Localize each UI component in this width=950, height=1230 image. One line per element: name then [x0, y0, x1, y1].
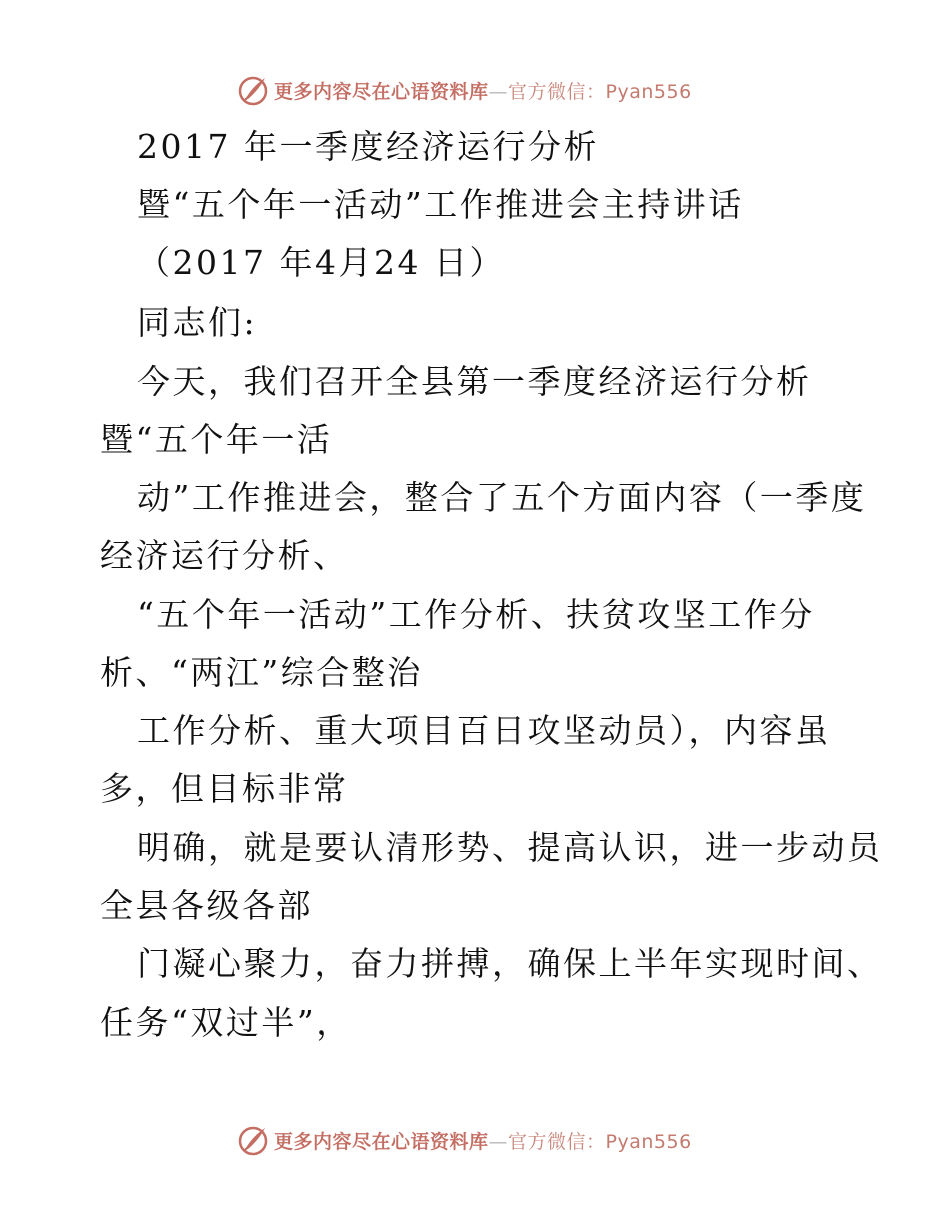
header-watermark	[236, 72, 692, 108]
body-line: 全县各级各部	[100, 886, 313, 925]
date-line: （2017 年4月24 日）	[137, 243, 505, 282]
body-line: “五个年一活动”工作分析、扶贫攻坚工作分	[137, 595, 815, 634]
body-line: 工作分析、重大项目百日攻坚动员），内容虽	[137, 711, 831, 750]
watermark-wechat-id: Pyan556	[605, 80, 692, 103]
body-line: 明确，就是要认清形势、提高认识，进一步动员	[137, 828, 883, 867]
quill-pen-logo-icon	[236, 1123, 270, 1157]
title-line-2: 暨“五个年一活动”工作推进会主持讲话	[137, 185, 744, 224]
body-line: 经济运行分析、	[100, 536, 349, 575]
body-line: 多，但目标非常	[100, 769, 349, 808]
title-line-1: 2017 年一季度经济运行分析	[137, 127, 599, 166]
watermark-wechat-id: Pyan556	[605, 1130, 692, 1153]
footer-watermark	[236, 1122, 692, 1158]
watermark-wechat-label: 官方微信：	[508, 1130, 606, 1153]
watermark-wechat-label: 官方微信：	[508, 80, 606, 103]
watermark-brand: 更多内容尽在心语资料库	[274, 80, 489, 103]
quill-pen-logo-icon	[236, 73, 270, 107]
salutation: 同志们:	[137, 303, 258, 342]
body-line: 析、“两江”综合整治	[100, 653, 423, 692]
watermark-separator: —	[488, 80, 509, 103]
body-line: 动”工作推进会，整合了五个方面内容（一季度	[137, 478, 867, 517]
body-line: 任务“双过半”，	[100, 1003, 352, 1042]
watermark-separator: —	[488, 1130, 509, 1153]
body-line: 今天，我们召开全县第一季度经济运行分析	[137, 362, 812, 401]
body-line: 门凝心聚力，奋力拼搏，确保上半年实现时间、	[137, 944, 883, 983]
watermark-brand: 更多内容尽在心语资料库	[274, 1130, 489, 1153]
body-line: 暨“五个年一活	[100, 420, 333, 459]
